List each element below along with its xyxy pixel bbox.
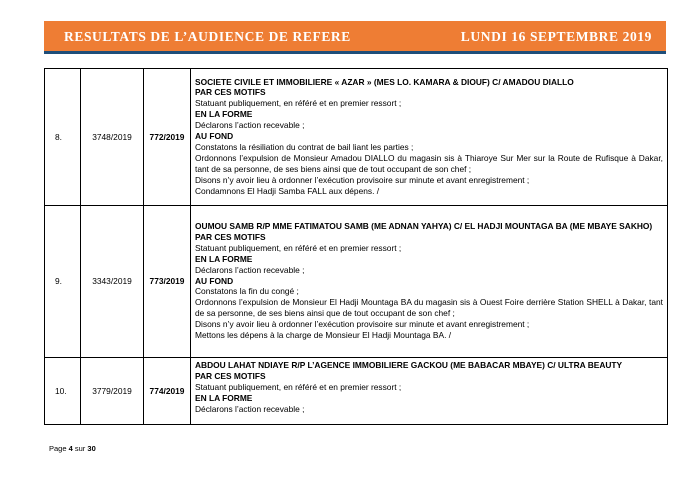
decision-text: [191, 69, 668, 206]
case-number: 10.: [45, 358, 81, 425]
decision-line: Ordonnons l’expulsion de Monsieur Amadou DIALLO du magasin sis à Thiaroye Sur Mer sur la Route de Rufisque à Dakar, tant de sa personne, de ses biens ainsi que de tout occupant de son chef ;: [195, 152, 663, 174]
page-footer: [49, 444, 96, 453]
section-heading: PAR CES MOTIFS: [195, 87, 266, 98]
page-title: RESULTATS DE L’AUDIENCE DE REFERE: [64, 29, 351, 44]
case-registry-number: 3779/2019: [81, 358, 144, 425]
header-banner: [44, 21, 666, 54]
decision-line: Disons n’y avoir lieu à ordonner l’exécution provisoire sur minute et avant enregistrement ;: [195, 174, 530, 185]
table-row: [45, 358, 668, 425]
case-number: 9.: [45, 206, 81, 358]
page-label: Page: [49, 444, 67, 453]
decision-line: Mettons les dépens à la charge de Monsieur El Hadji Mountaga BA. /: [195, 330, 452, 341]
decision-line: Statuant publiquement, en référé et en premier ressort ;: [195, 242, 402, 253]
page-separator: sur: [74, 444, 86, 453]
results-table: [44, 68, 668, 425]
decision-line: Déclarons l’action recevable ;: [195, 403, 305, 414]
case-number: 8.: [45, 69, 81, 206]
ordonnance-number: 774/2019: [144, 358, 191, 425]
decision-line: Constatons la résiliation du contrat de bail liant les parties ;: [195, 141, 414, 152]
decision-line: Condamnons El Hadji Samba FALL aux dépens. /: [195, 185, 380, 196]
decision-line: Statuant publiquement, en référé et en premier ressort ;: [195, 381, 402, 392]
decision-line: Ordonnons l’expulsion de Monsieur El Hadji Mountaga BA du magasin sis à Ouest Foire derrière Station SHELL à Dakar, tant de sa personne, de ses biens ainsi que de tout occupant de son chef ;: [195, 297, 663, 319]
decision-text: [191, 206, 668, 358]
decision-line: Statuant publiquement, en référé et en premier ressort ;: [195, 98, 402, 109]
case-registry-number: 3343/2019: [81, 206, 144, 358]
decision-line: Déclarons l’action recevable ;: [195, 264, 305, 275]
ordonnance-number: 773/2019: [144, 206, 191, 358]
hearing-date: LUNDI 16 SEPTEMBRE 2019: [460, 29, 652, 44]
section-heading: PAR CES MOTIFS: [195, 231, 266, 242]
section-heading: AU FOND: [195, 275, 234, 286]
case-registry-number: 3748/2019: [81, 69, 144, 206]
section-heading: AU FOND: [195, 131, 234, 142]
table-row: [45, 69, 668, 206]
decision-line: Disons n’y avoir lieu à ordonner l’exécution provisoire sur minute et avant enregistrement ;: [195, 319, 530, 330]
table-row: [45, 206, 668, 358]
section-heading: EN LA FORME: [195, 253, 253, 264]
current-page-number: 4: [68, 444, 73, 453]
decision-line: Déclarons l’action recevable ;: [195, 120, 305, 131]
section-heading: EN LA FORME: [195, 109, 253, 120]
case-parties: OUMOU SAMB R/P MME FATIMATOU SAMB (ME ADNAN YAHYA) C/ EL HADJI MOUNTAGA BA (ME MBAYE SAKHO): [195, 221, 653, 232]
ordonnance-number: 772/2019: [144, 69, 191, 206]
case-parties: SOCIETE CIVILE ET IMMOBILIERE « AZAR » (MES LO. KAMARA & DIOUF) C/ AMADOU DIALLO: [195, 76, 574, 87]
decision-text: [191, 358, 668, 425]
decision-line: Constatons la fin du congé ;: [195, 286, 299, 297]
section-heading: PAR CES MOTIFS: [195, 370, 266, 381]
total-pages: 30: [87, 444, 96, 453]
case-parties: ABDOU LAHAT NDIAYE R/P L’AGENCE IMMOBILIERE GACKOU (ME BABACAR MBAYE) C/ ULTRA BEAUTY: [195, 360, 623, 370]
section-heading: EN LA FORME: [195, 392, 253, 403]
